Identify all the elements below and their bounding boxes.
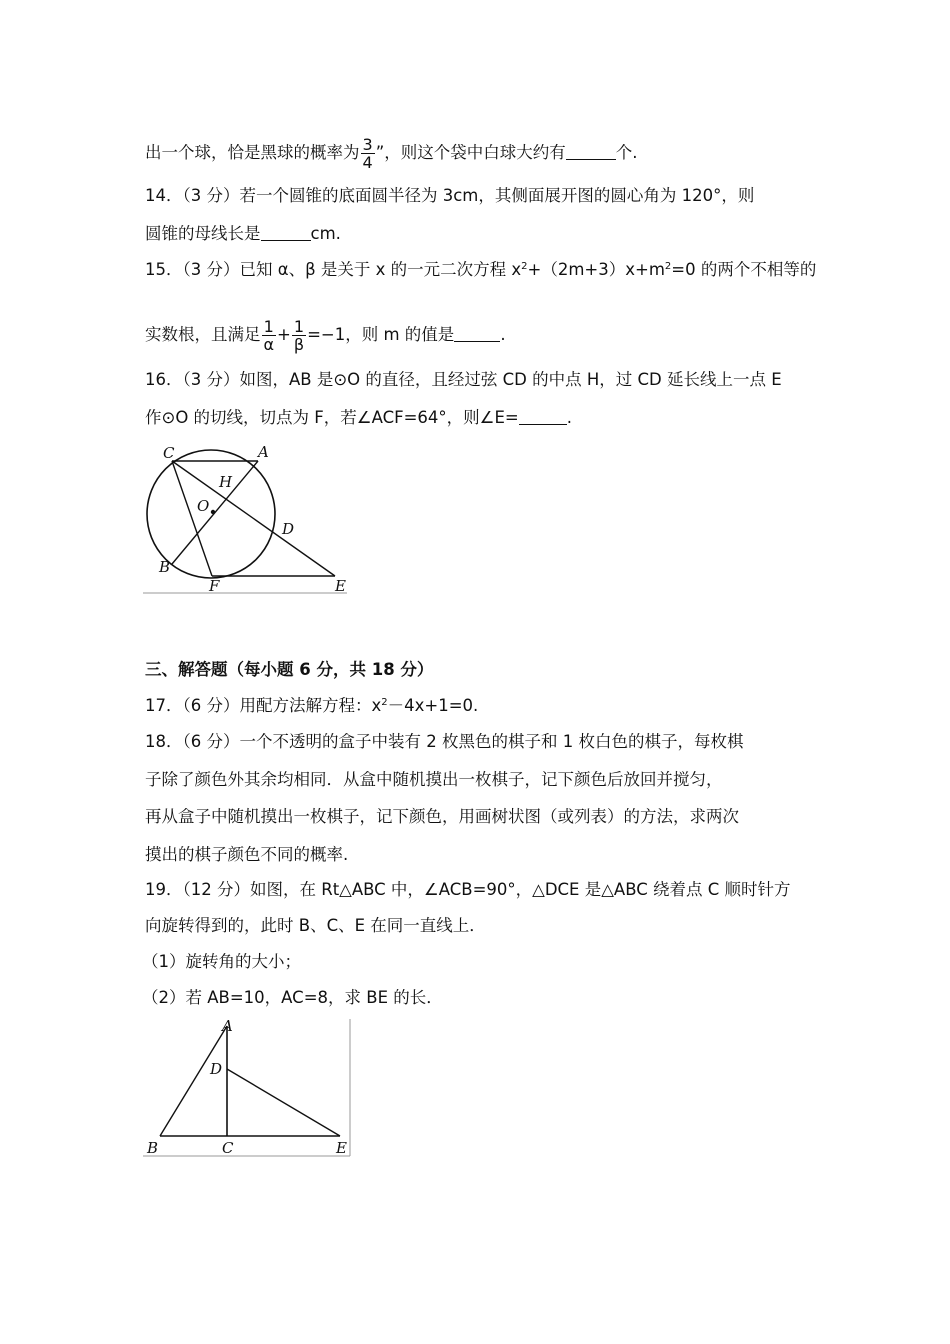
q16-text-b: . xyxy=(566,408,572,427)
fraction-3-4 xyxy=(361,136,375,171)
superscript: 2 xyxy=(381,697,388,708)
q19-line2: 向旋转得到的，此时 B、C、E 在同一直线上． xyxy=(145,916,486,935)
q15-text-a: 15．（3 分）已知 α、β 是关于 x 的一元二次方程 x xyxy=(145,260,522,279)
q13-line xyxy=(145,136,638,171)
q18-line3: 再从盒子中随机摸出一枚棋子，记下颜色，用画树状图（或列表）的方法，求两次 xyxy=(145,807,739,826)
q15-line1 xyxy=(145,258,816,282)
label-a: A xyxy=(222,1017,233,1035)
q18-line2: 子除了颜色外其余均相同．从盒中随机摸出一枚棋子，记下颜色后放回并搅匀， xyxy=(145,770,723,789)
q19-triangle-figure xyxy=(140,1016,355,1161)
q16-circle-figure xyxy=(140,440,350,600)
q16-line2 xyxy=(145,406,572,430)
label-d: D xyxy=(282,520,295,538)
answer-blank[interactable] xyxy=(261,222,311,241)
label-d: D xyxy=(210,1060,223,1078)
q16-line1: 16．（3 分）如图，AB 是⊙O 的直径，且经过弦 CD 的中点 H，过 CD 延长线上一点 E xyxy=(145,370,782,389)
line-cf xyxy=(172,461,212,576)
q18-line1: 18．（6 分）一个不透明的盒子中装有 2 枚黑色的棋子和 1 枚白色的棋子，每枚棋 xyxy=(145,732,744,751)
q15-line2 xyxy=(145,318,506,353)
q13-text-a: 出一个球，恰是黑球的概率为 xyxy=(145,143,360,162)
q14-line2 xyxy=(145,222,341,246)
q15-text-b: +（2m+3）x+m xyxy=(527,260,665,279)
label-b: B xyxy=(147,1139,159,1157)
q15-text-e: =−1，则 m 的值是 xyxy=(307,325,455,344)
label-h: H xyxy=(219,473,233,491)
q17-line xyxy=(145,694,478,718)
q15-text-f: . xyxy=(500,325,506,344)
segment-ba xyxy=(160,1026,227,1136)
label-f: F xyxy=(209,577,220,595)
label-e: E xyxy=(335,577,346,595)
label-o: O xyxy=(197,497,210,515)
segment-de xyxy=(227,1069,340,1136)
q16-text-a: 作⊙O 的切线，切点为 F，若∠ACF=64°，则∠E= xyxy=(145,408,519,427)
fraction-denominator: α xyxy=(263,335,275,354)
fraction-numerator: 1 xyxy=(262,318,277,336)
fraction-numerator: 3 xyxy=(362,135,373,154)
q14-line1: 14．（3 分）若一个圆锥的底面圆半径为 3cm，其侧面展开图的圆心角为 120°，则 xyxy=(145,186,755,205)
q17-text-a: 17．（6 分）用配方法解方程：x xyxy=(145,696,382,715)
fraction-1-beta xyxy=(292,318,306,353)
label-e: E xyxy=(336,1139,347,1157)
fraction-denominator: 4 xyxy=(362,153,373,172)
answer-blank[interactable] xyxy=(566,141,616,160)
q15-text-c: =0 的两个不相等的 xyxy=(671,260,817,279)
q13-text-c: 个. xyxy=(615,143,638,162)
q14-text-b: cm. xyxy=(310,224,341,243)
label-b: B xyxy=(159,558,171,576)
q14-text-a: 圆锥的母线长是 xyxy=(145,224,261,243)
q19-sub2: （2）若 AB=10，AC=8，求 BE 的长． xyxy=(142,988,443,1007)
superscript: 2 xyxy=(664,261,672,272)
q18-line4: 摸出的棋子颜色不同的概率. xyxy=(145,845,349,864)
q19-sub1: （1）旋转角的大小； xyxy=(142,952,301,971)
label-c: C xyxy=(163,444,175,462)
fraction-1-alpha xyxy=(262,318,277,353)
center-point xyxy=(211,510,215,514)
plus-sign: + xyxy=(277,325,291,344)
q19-line1: 19．（12 分）如图，在 Rt△ABC 中，∠ACB=90°，△DCE 是△ABC 绕着点 C 顺时针方 xyxy=(145,880,791,899)
line-ce xyxy=(172,461,335,576)
q17-text-b: －4x+1=0. xyxy=(387,696,479,715)
label-a: A xyxy=(258,443,269,461)
q13-text-b: ”，则这个袋中白球大约有 xyxy=(375,143,566,162)
q15-text-d: 实数根，且满足 xyxy=(145,325,261,344)
answer-blank[interactable] xyxy=(454,323,500,342)
label-c: C xyxy=(222,1139,234,1157)
answer-blank[interactable] xyxy=(519,406,567,425)
superscript: 2 xyxy=(521,261,528,272)
fraction-numerator: 1 xyxy=(292,318,306,336)
section3-heading: 三、解答题（每小题 6 分，共 18 分） xyxy=(145,660,434,679)
fraction-denominator: β xyxy=(293,335,305,354)
